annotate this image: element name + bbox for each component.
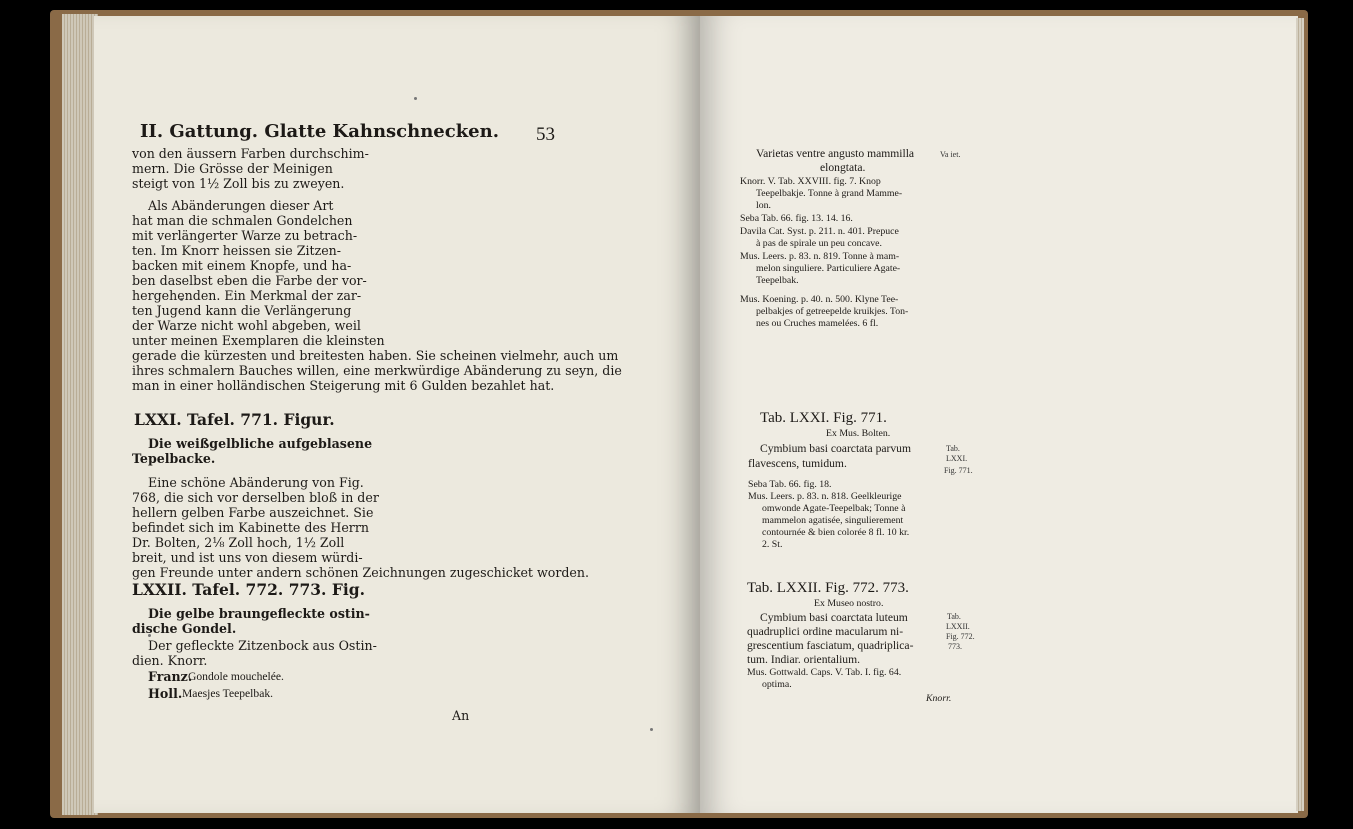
margin-note: Va iet. xyxy=(940,150,961,159)
page-edges-right xyxy=(1296,18,1304,811)
text-line: breit, und ist uns von diesem würdi- xyxy=(132,550,363,565)
text-line: Der gefleckte Zitzenbock aus Ostin- xyxy=(148,638,377,653)
reference-line: pelbakjes of getreepelde kruikjes. Ton- xyxy=(756,306,909,317)
section-title: LXXI. Tafel. 771. Figur. xyxy=(134,410,335,429)
section-subtitle: Die weißgelbliche aufgeblasene xyxy=(148,436,373,451)
text-line: der Warze nicht wohl abgeben, weil xyxy=(132,318,361,333)
latin-line: Cymbium basi coarctata parvum xyxy=(760,442,911,455)
text-line: Als Abänderungen dieser Art xyxy=(148,198,334,213)
latin-line: tum. Indiar. orientalium. xyxy=(747,653,861,666)
text-line: mit verlängerter Warze zu betrach- xyxy=(132,228,358,243)
reference-line: Mus. Leers. p. 83. n. 818. Geelkleurige xyxy=(748,491,902,502)
reference-line: mammelon agatisée, singulierement xyxy=(762,515,904,526)
latin-line: flavescens, tumidum. xyxy=(748,457,847,470)
text-line: hergehenden. Ein Merkmal der zar- xyxy=(132,288,362,303)
margin-note: LXXII. xyxy=(946,622,970,631)
margin-note: Tab. xyxy=(947,612,961,621)
margin-note: Fig. 772. xyxy=(946,632,975,641)
tab-title: Tab. LXXI. Fig. 771. xyxy=(760,410,887,426)
running-header: II. Gattung. Glatte Kahnschnecken. xyxy=(140,121,499,142)
text-line: hellern gelben Farbe auszeichnet. Sie xyxy=(132,505,374,520)
text-line: gen Freunde unter andern schönen Zeichnungen zugeschicket worden. xyxy=(132,565,589,580)
section-subtitle: Tepelbacke. xyxy=(132,451,216,466)
section-subtitle: Die gelbe braungefleckte ostin- xyxy=(148,606,370,621)
text-line: gerade die kürzesten und breitesten haben. Sie scheinen vielmehr, auch um xyxy=(132,348,619,363)
latin-line: elongtata. xyxy=(820,161,866,174)
text-line: ten. Im Knorr heissen sie Zitzen- xyxy=(132,243,342,258)
margin-note: LXXI. xyxy=(946,454,968,463)
reference-line: Mus. Gottwald. Caps. V. Tab. I. fig. 64. xyxy=(747,667,902,678)
page-number: 53 xyxy=(536,124,555,145)
paper-speck xyxy=(414,97,417,100)
text-line: ten Jugend kann die Verlängerung xyxy=(132,303,352,318)
text-line: von den äussern Farben durchschim- xyxy=(132,146,369,161)
franz-label: Franz. xyxy=(148,669,193,684)
reference-line: Knorr. V. Tab. XXVIII. fig. 7. Knop xyxy=(740,176,881,187)
tab-title: Tab. LXXII. Fig. 772. 773. xyxy=(747,580,909,596)
reference-line: 2. St. xyxy=(762,539,783,550)
text-line: dien. Knorr. xyxy=(132,653,208,668)
margin-note: 773. xyxy=(948,642,962,651)
latin-line: quadruplici ordine macularum ni- xyxy=(747,625,904,638)
latin-line: Varietas ventre angusto mammilla xyxy=(756,147,915,160)
holl-name: Maesjes Teepelbak. xyxy=(182,687,274,700)
text-line: 768, die sich vor derselben bloß in der xyxy=(132,490,379,505)
reference-line: Teepelbak. xyxy=(756,275,799,286)
section-subtitle: dische Gondel. xyxy=(132,621,237,636)
paper-speck xyxy=(650,728,653,731)
text-line: backen mit einem Knopfe, und ha- xyxy=(132,258,352,273)
text-line: ben daselbst eben die Farbe der vor- xyxy=(132,273,367,288)
text-line: hat man die schmalen Gondelchen xyxy=(132,213,353,228)
reference-line: contournée & bien colorée 8 fl. 10 kr. xyxy=(762,527,910,538)
latin-line: grescentium fasciatum, quadriplica- xyxy=(747,639,914,652)
catchword: An xyxy=(452,708,470,723)
text-line: ihres schmalern Bauches willen, eine merkwürdige Abänderung zu seyn, die xyxy=(132,363,622,378)
reference-line: Teepelbakje. Tonne à grand Mamme- xyxy=(756,188,903,199)
catchword: Knorr. xyxy=(926,693,952,704)
franz-name: Gondole mouchelée. xyxy=(188,670,284,683)
reference-line: melon singuliere. Particuliere Agate- xyxy=(756,263,901,274)
reference-line: omwonde Agate-Teepelbak; Tonne à xyxy=(762,503,906,514)
latin-line: Cymbium basi coarctata luteum xyxy=(760,611,908,624)
reference-line: lon. xyxy=(756,200,771,211)
margin-note: Tab. xyxy=(946,444,960,453)
reference-line: optima. xyxy=(762,679,792,690)
collection-note: Ex Museo nostro. xyxy=(814,598,884,609)
reference-line: à pas de spirale un peu concave. xyxy=(756,238,882,249)
text-line: Eine schöne Abänderung von Fig. xyxy=(148,475,364,490)
text-line: unter meinen Exemplaren die kleinsten xyxy=(132,333,385,348)
reference-line: Seba Tab. 66. fig. 13. 14. 16. xyxy=(740,213,853,224)
reference-line: Mus. Koening. p. 40. n. 500. Klyne Tee- xyxy=(740,294,899,305)
reference-line: Seba Tab. 66. fig. 18. xyxy=(748,479,832,490)
text-line: mern. Die Grösse der Meinigen xyxy=(132,161,333,176)
text-line: steigt von 1½ Zoll bis zu zweyen. xyxy=(132,176,345,191)
text-line: befindet sich im Kabinette des Herrn xyxy=(132,520,369,535)
collection-note: Ex Mus. Bolten. xyxy=(826,428,891,439)
section-title: LXXII. Tafel. 772. 773. Fig. xyxy=(132,580,365,599)
holl-label: Holl. xyxy=(148,686,183,701)
text-line: Dr. Bolten, 2⅛ Zoll hoch, 1½ Zoll xyxy=(132,535,345,550)
reference-line: nes ou Cruches mamelées. 6 fl. xyxy=(756,318,879,329)
margin-note: Fig. 771. xyxy=(944,466,973,475)
reference-line: Mus. Leers. p. 83. n. 819. Tonne à mam- xyxy=(740,251,900,262)
reference-line: Davila Cat. Syst. p. 211. n. 401. Prepuce xyxy=(740,226,899,237)
text-line: man in einer holländischen Steigerung mit 6 Gulden bezahlet hat. xyxy=(132,378,555,393)
page-edges-left xyxy=(62,14,98,815)
